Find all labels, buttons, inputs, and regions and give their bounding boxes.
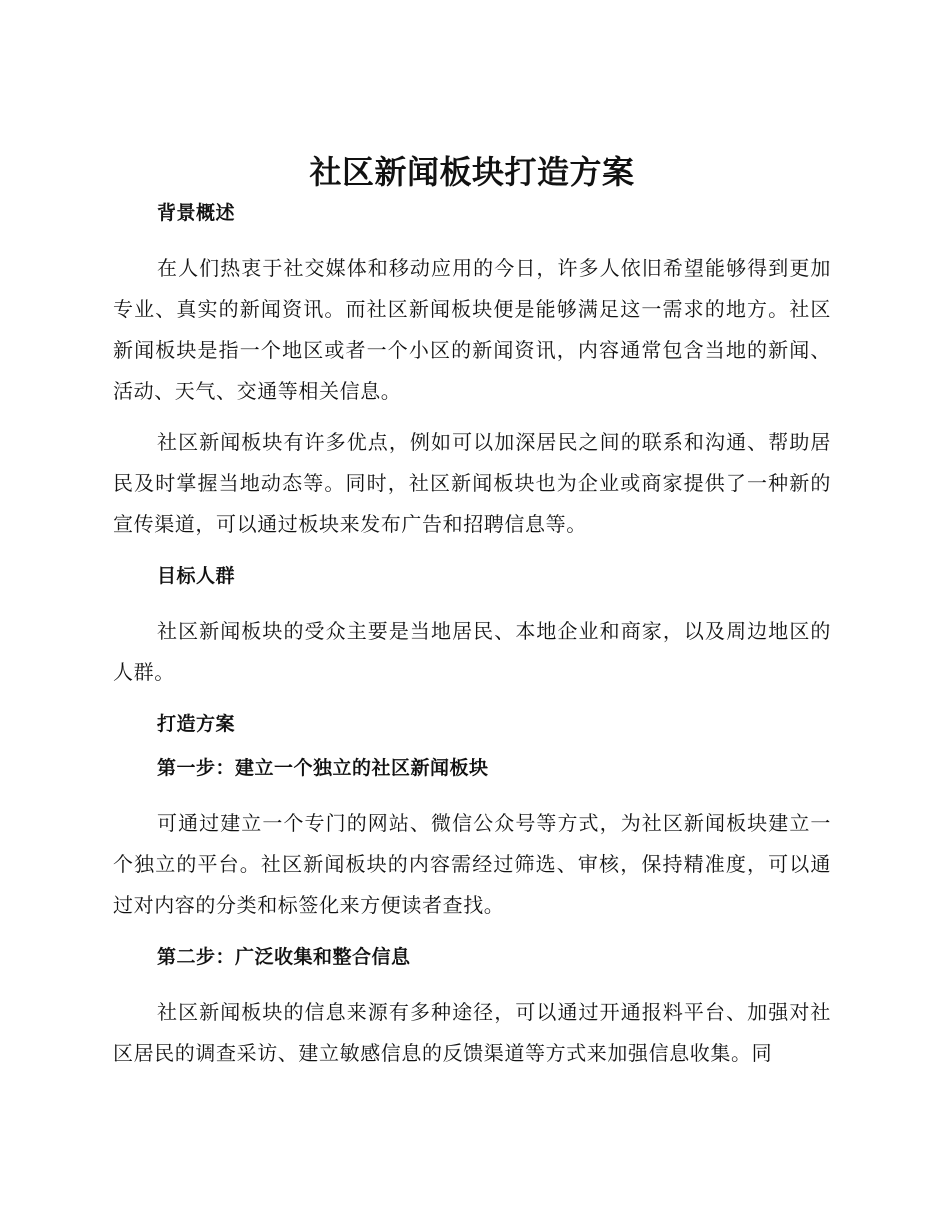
document-title: 社区新闻板块打造方案	[309, 153, 635, 191]
step1-heading: 第一步：建立一个独立的社区新闻板块	[157, 757, 489, 779]
section-heading-background: 背景概述	[157, 202, 236, 224]
paragraph-audience-1: 社区新闻板块的受众主要是当地居民、本地企业和商家，以及周边地区的人群。	[113, 619, 831, 684]
section-heading-audience: 目标人群	[157, 565, 236, 587]
document-page	[113, 150, 831, 1074]
paragraph-step2: 社区新闻板块的信息来源有多种途径，可以通过开通报料平台、加强对社区居民的调查采访、建立敏感信息的反馈渠道等方式来加强信息收集。同	[113, 1000, 831, 1065]
section-heading-plan: 打造方案	[157, 713, 236, 735]
paragraph-background-2: 社区新闻板块有许多优点，例如可以加深居民之间的联系和沟通、帮助居民及时掌握当地动态等。同时，社区新闻板块也为企业或商家提供了一种新的宣传渠道，可以通过板块来发布广告和招聘信息等。	[113, 430, 831, 536]
paragraph-step1: 可通过建立一个专门的网站、微信公众号等方式，为社区新闻板块建立一个独立的平台。社区新闻板块的内容需经过筛选、审核，保持精准度，可以通过对内容的分类和标签化来方便读者查找。	[113, 811, 831, 917]
step2-heading: 第二步：广泛收集和整合信息	[157, 946, 411, 968]
paragraph-background-1: 在人们热衷于社交媒体和移动应用的今日，许多人依旧希望能够得到更加专业、真实的新闻资讯。而社区新闻板块便是能够满足这一需求的地方。社区新闻板块是指一个地区或者一个小区的新闻资讯，内容通常包含当地的新闻、活动、天气、交通等相关信息。	[113, 256, 831, 403]
